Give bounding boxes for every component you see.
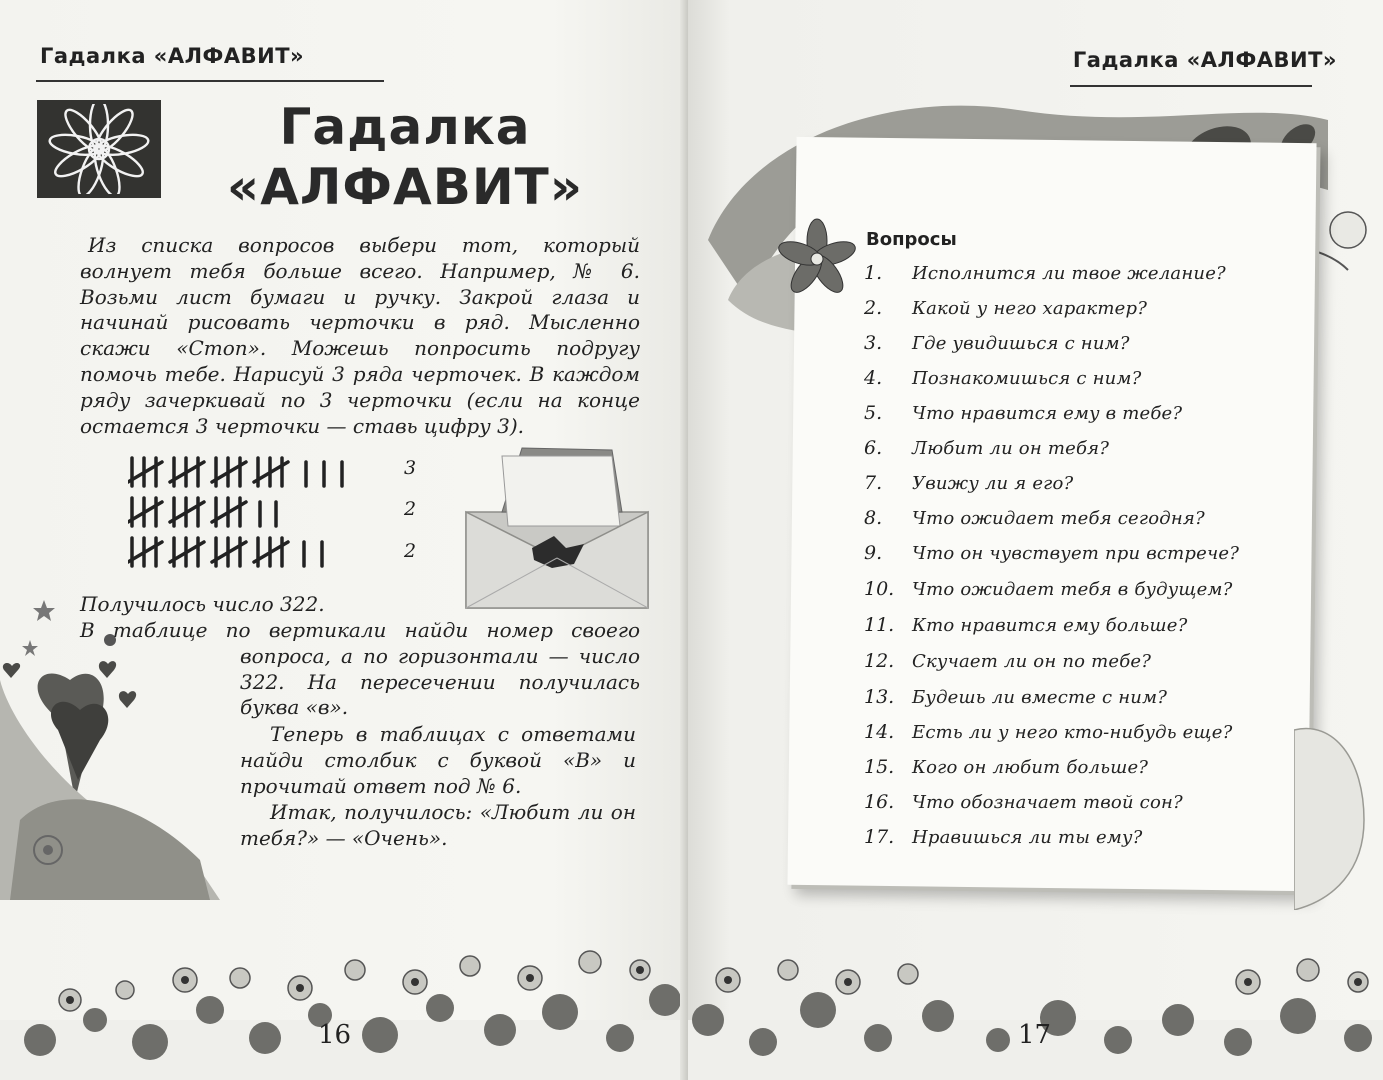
- question-text: Что нравится ему в тебе?: [912, 403, 1183, 424]
- table-instruction: В таблице по вертикали найди номер своего вопроса, а по горизонтали — число 322. На пересечении получилась буква «в».: [80, 618, 640, 720]
- running-head-right: Гадалка «АЛФАВИТ»: [1072, 48, 1337, 72]
- question-item: [864, 826, 1143, 860]
- instructions-paragraph: Из списка вопросов выбери тот, который волнует тебя больше всего. Например, № 6. Возьми лист бумаги и ручку. Закрой глаза и начинай рисовать черточки в ряд. Мысленно скажи «Стоп». Можешь попросить подругу помочь тебе. Нарисуй 3 ряда черточек. В каждом ряду зачеркивай по 3 черточки (если на конце остается 3 черточки — ставь цифру 3).: [80, 233, 640, 438]
- envelope-icon: [462, 440, 652, 610]
- question-text: Что ожидает тебя в будущем?: [912, 579, 1233, 600]
- question-text: Скучает ли он по тебе?: [912, 651, 1152, 672]
- question-item: [864, 402, 1182, 436]
- question-item: [864, 542, 1239, 576]
- question-number: 7.: [864, 472, 883, 494]
- question-text: Исполнится ли твое желание?: [912, 263, 1226, 284]
- question-number: 15.: [864, 756, 895, 778]
- question-text: Что обозначает твой сон?: [912, 792, 1183, 813]
- question-number: 13.: [864, 686, 895, 708]
- question-number: 10.: [864, 578, 895, 600]
- title-line-1: Гадалка: [279, 98, 531, 156]
- question-item: [864, 297, 1147, 331]
- title-line-2: «АЛФАВИТ»: [226, 158, 584, 216]
- tally-row-2: [128, 496, 288, 528]
- lily-flower-icon: [774, 216, 860, 302]
- left-page: [0, 0, 688, 1080]
- question-text: Кого он любит больше?: [912, 757, 1149, 778]
- question-item: [864, 686, 1167, 720]
- question-number: 14.: [864, 721, 895, 743]
- question-item: [864, 650, 1151, 684]
- question-item: [864, 578, 1232, 612]
- question-item: [864, 437, 1109, 471]
- question-number: 1.: [864, 262, 883, 284]
- question-number: 17.: [864, 826, 895, 848]
- tally-count-2: 2: [404, 498, 417, 520]
- question-text: Увижу ли я его?: [912, 473, 1074, 494]
- flower-icon-box: [37, 100, 161, 198]
- question-item: [864, 507, 1205, 541]
- question-text: Что он чувствует при встрече?: [912, 543, 1240, 564]
- final-result: Итак, получилось: «Любит ли он тебя?» — «Очень».: [240, 800, 636, 850]
- tally-count-1: 3: [404, 457, 417, 479]
- question-number: 4.: [864, 367, 883, 389]
- question-item: [864, 791, 1183, 825]
- result-line: Получилось число 322.: [80, 592, 325, 616]
- question-number: 6.: [864, 437, 883, 459]
- tally-row-1: [128, 456, 368, 488]
- question-number: 11.: [864, 614, 895, 636]
- page-number-left: 16: [318, 1020, 352, 1050]
- question-text: Нравишься ли ты ему?: [912, 827, 1143, 848]
- question-number: 5.: [864, 402, 883, 424]
- daisy-icon: [44, 104, 154, 194]
- questions-title: Вопросы: [866, 229, 957, 250]
- question-number: 9.: [864, 542, 883, 564]
- question-item: [864, 756, 1148, 790]
- right-page: [688, 0, 1383, 1080]
- question-text: Кто нравится ему больше?: [912, 615, 1188, 636]
- question-number: 8.: [864, 507, 883, 529]
- question-number: 2.: [864, 297, 883, 319]
- question-text: Есть ли у него кто-нибудь еще?: [912, 722, 1233, 743]
- question-text: Любит ли он тебя?: [912, 438, 1110, 459]
- question-item: [864, 721, 1232, 755]
- question-number: 3.: [864, 332, 883, 354]
- question-text: Что ожидает тебя сегодня?: [912, 508, 1205, 529]
- question-item: [864, 614, 1188, 648]
- question-text: Какой у него характер?: [912, 298, 1148, 319]
- question-text: Будешь ли вместе с ним?: [912, 687, 1168, 708]
- tally-count-3: 2: [404, 540, 417, 562]
- question-number: 16.: [864, 791, 895, 813]
- question-text: Где увидишься с ним?: [912, 333, 1130, 354]
- question-item: [864, 367, 1141, 401]
- head-rule-left: [36, 80, 384, 82]
- question-text: Познакомишься с ним?: [912, 368, 1142, 389]
- question-number: 12.: [864, 650, 895, 672]
- question-item: [864, 332, 1130, 366]
- tally-row-3: [128, 536, 348, 568]
- page-number-right: 17: [1018, 1020, 1052, 1050]
- answers-instruction: Теперь в таблицах с ответами найди столбик с буквой «В» и прочитай ответ под № 6.: [240, 722, 636, 798]
- question-item: [864, 262, 1226, 296]
- question-item: [864, 472, 1073, 506]
- running-head-left: Гадалка «АЛФАВИТ»: [40, 44, 305, 68]
